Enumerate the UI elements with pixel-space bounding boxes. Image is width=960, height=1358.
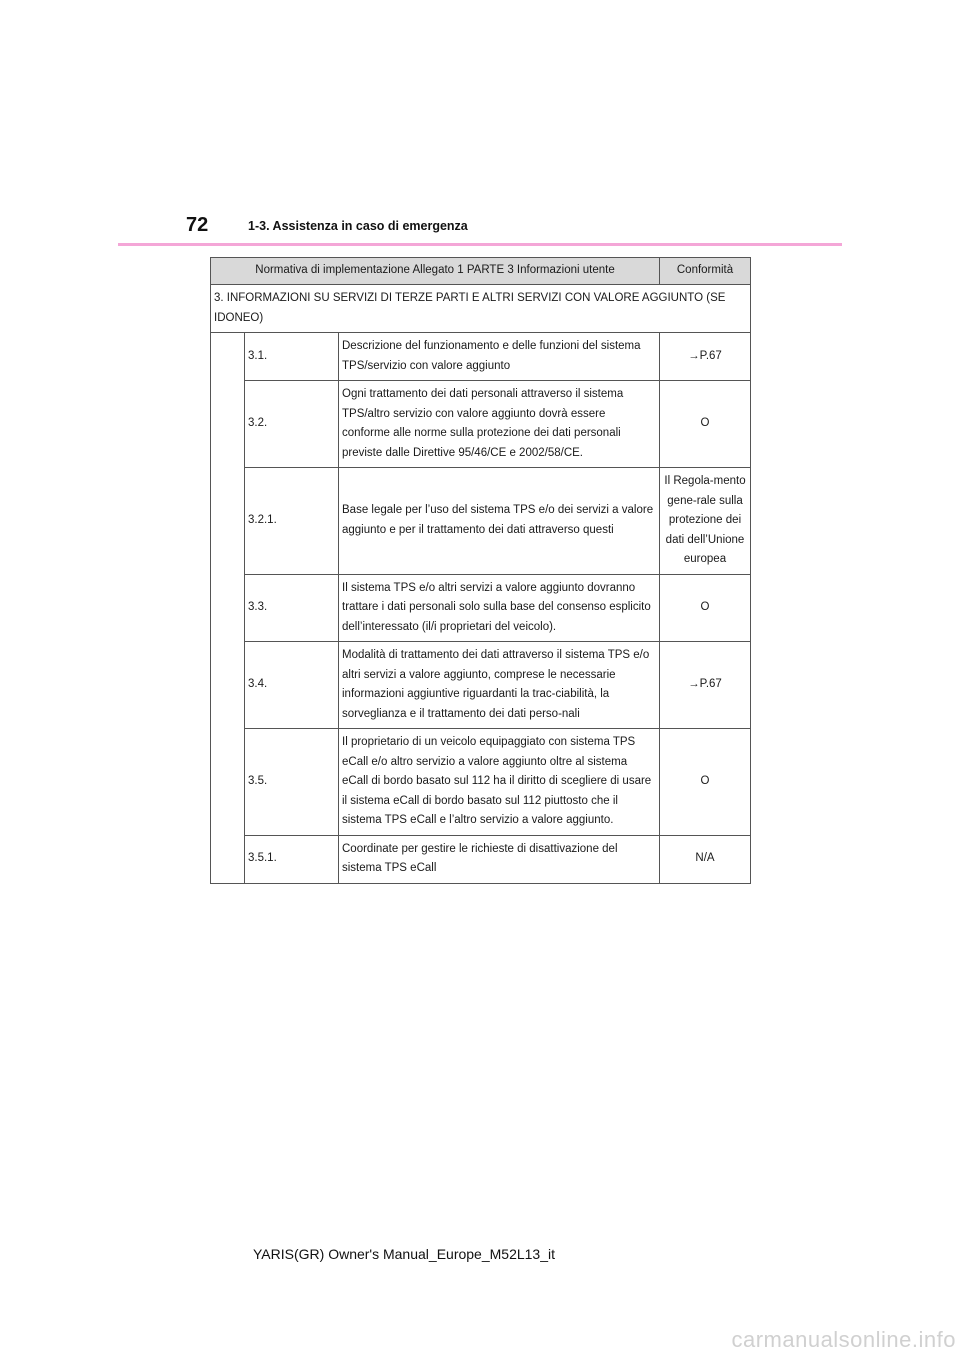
row-compliance: N/A xyxy=(660,835,751,883)
manual-footer: YARIS(GR) Owner's Manual_Europe_M52L13_it xyxy=(253,1246,555,1262)
section-heading: 3. INFORMAZIONI SU SERVIZI DI TERZE PARTI E ALTRI SERVIZI CON VALORE AGGIUNTO (SE IDONEO) xyxy=(211,285,751,333)
row-number: 3.2.1. xyxy=(245,468,339,575)
row-description: Il sistema TPS e/o altri servizi a valore aggiunto dovranno trattare i dati personali solo sulla base del consenso esplicito dell’interessato (il/i proprietari del veicolo). xyxy=(339,574,660,642)
column-header-regulation: Normativa di implementazione Allegato 1 PARTE 3 Informazioni utente xyxy=(211,258,660,285)
table-row xyxy=(211,642,751,729)
table-row xyxy=(211,381,751,468)
row-compliance: O xyxy=(660,574,751,642)
row-number: 3.5. xyxy=(245,729,339,836)
indent-cell xyxy=(211,333,245,884)
column-header-compliance: Conformità xyxy=(660,258,751,285)
row-number: 3.3. xyxy=(245,574,339,642)
row-number: 3.1. xyxy=(245,333,339,381)
row-compliance: →P.67 xyxy=(660,333,751,381)
table-row xyxy=(211,333,751,381)
row-description: Descrizione del funzionamento e delle funzioni del sistema TPS/servizio con valore aggiunto xyxy=(339,333,660,381)
header-divider xyxy=(118,243,842,246)
table-row xyxy=(211,729,751,836)
watermark: carmanualsonline.info xyxy=(731,1327,956,1352)
row-description: Coordinate per gestire le richieste di disattivazione del sistema TPS eCall xyxy=(339,835,660,883)
page-number: 72 xyxy=(186,214,209,236)
row-description: Modalità di trattamento dei dati attraverso il sistema TPS e/o altri servizi a valore aggiunto, comprese le necessarie informazioni aggiuntive riguardanti la trac-ciabilità, la sorveglianza e il trattamento dei dati perso-nali xyxy=(339,642,660,729)
table-row xyxy=(211,574,751,642)
row-description: Base legale per l’uso del sistema TPS e/o dei servizi a valore aggiunto e per il trattamento dei dati attraverso questi xyxy=(339,468,660,575)
row-number: 3.4. xyxy=(245,642,339,729)
row-description: Il proprietario di un veicolo equipaggiato con sistema TPS eCall e/o altro servizio a valore aggiunto oltre al sistema eCall di bordo basato sul 112 ha il diritto di scegliere di usare il sistema eCall di bordo basato sul 112 piuttosto che il sistema TPS eCall e l’altro servizio a valore aggiunto. xyxy=(339,729,660,836)
row-compliance: O xyxy=(660,381,751,468)
row-compliance: →P.67 xyxy=(660,642,751,729)
table-row xyxy=(211,835,751,883)
table-row xyxy=(211,468,751,575)
section-title: 1-3. Assistenza in caso di emergenza xyxy=(248,219,468,233)
row-number: 3.5.1. xyxy=(245,835,339,883)
section-heading-row xyxy=(211,285,751,333)
row-number: 3.2. xyxy=(245,381,339,468)
table-header-row xyxy=(211,258,751,285)
compliance-table xyxy=(210,257,751,884)
row-compliance: O xyxy=(660,729,751,836)
row-compliance: Il Regola-mento gene-rale sulla protezione dei dati dell’Unione europea xyxy=(660,468,751,575)
row-description: Ogni trattamento dei dati personali attraverso il sistema TPS/altro servizio con valore aggiunto dovrà essere conforme alle norme sulla protezione dei dati personali previste dalle Direttive 95/46/CE e 2002/58/CE. xyxy=(339,381,660,468)
